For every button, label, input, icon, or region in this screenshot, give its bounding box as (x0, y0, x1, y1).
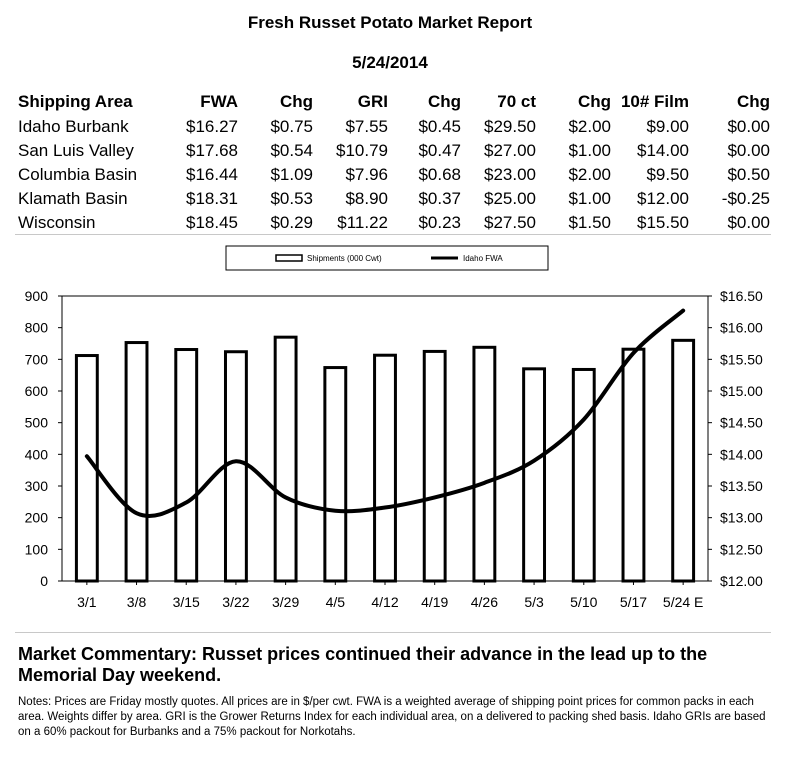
y-left-tick-label: 700 (24, 351, 48, 368)
market-table (18, 89, 770, 235)
column-header: Chg (279, 92, 313, 111)
table-cell: Columbia Basin (18, 165, 138, 184)
shipments-bar (424, 351, 445, 581)
y-right-tick-label: $12.00 (720, 573, 763, 589)
table-cell: $11.22 (337, 213, 388, 232)
shipments-bar (375, 355, 396, 581)
table-cell: $0.00 (727, 117, 770, 136)
x-tick-label: 4/12 (371, 594, 399, 610)
column-header: 10# Film (620, 92, 689, 111)
divider (15, 234, 771, 235)
y-right-tick-label: $15.00 (720, 383, 763, 399)
shipments-bar (275, 337, 296, 581)
table-cell: $27.50 (484, 213, 536, 232)
table-cell: Wisconsin (18, 213, 96, 232)
table-cell: $0.68 (418, 165, 461, 184)
x-tick-label: 5/24 E (662, 594, 704, 610)
shipments-bar (474, 347, 495, 581)
x-tick-label: 4/5 (325, 594, 346, 610)
table-cell: Idaho Burbank (18, 117, 129, 136)
table-cell: $27.00 (484, 141, 536, 160)
table-cell: $0.23 (418, 213, 461, 232)
legend-swatch-shipments (276, 255, 302, 261)
table-cell: $0.00 (727, 141, 770, 160)
y-left-tick-label: 400 (24, 446, 48, 463)
column-header: 70 ct (497, 92, 536, 111)
report-date: 5/24/2014 (352, 53, 428, 72)
table-cell: $9.50 (646, 165, 689, 184)
table-cell: Klamath Basin (18, 189, 128, 208)
y-right-tick-label: $16.50 (720, 288, 763, 304)
table-cell: $0.37 (418, 189, 461, 208)
shipments-bar (225, 352, 246, 581)
shipments-bar (524, 369, 545, 581)
y-right-tick-label: $16.00 (720, 319, 763, 336)
table-cell: $12.00 (637, 189, 689, 208)
x-tick-label: 4/19 (421, 594, 449, 610)
notes: Notes: Prices are Friday mostly quotes. All prices are in $/per cwt. FWA is a weighted average of shipping point prices for common packs in each area. Weights differ by area. GRI is the Grower Returns Index for each individual area, on a delivered to packing shed basis. Idaho GRIs are based on a 60% packout for Burbanks and a 75% packout for Norkotahs. (18, 696, 766, 738)
x-tick-label: 3/8 (126, 594, 147, 610)
column-header: Shipping Area (18, 92, 133, 111)
y-left-tick-label: 800 (24, 319, 48, 336)
market-commentary: Market Commentary: Russet prices continued their advance in the lead up to the Memorial Day weekend. (18, 644, 708, 685)
y-left-tick-label: 900 (24, 288, 48, 304)
x-tick-label: 3/22 (222, 594, 250, 610)
table-cell: $7.55 (345, 117, 388, 136)
table-cell: San Luis Valley (18, 141, 134, 160)
x-tick-label: 3/15 (172, 594, 200, 610)
table-cell: $16.27 (186, 117, 238, 136)
table-cell: $0.00 (727, 213, 770, 232)
table-row (18, 139, 770, 163)
table-header-row (18, 89, 770, 115)
table-cell: $1.00 (568, 141, 611, 160)
table-cell: $0.45 (418, 117, 461, 136)
table-cell: $0.75 (270, 117, 313, 136)
divider (15, 632, 771, 633)
table-cell: $1.09 (270, 165, 313, 184)
legend-label-fwa: Idaho FWA (463, 254, 503, 263)
x-tick-label: 5/10 (570, 594, 598, 610)
y-right-tick-label: $15.50 (720, 351, 763, 368)
table-cell: $1.50 (568, 213, 611, 232)
table-cell: $2.00 (568, 117, 611, 136)
y-left-tick-label: 600 (24, 383, 48, 399)
table-cell: $1.00 (568, 189, 611, 208)
y-right-tick-label: $13.50 (720, 478, 763, 494)
shipments-bar (126, 343, 147, 581)
x-tick-label: 3/29 (271, 594, 300, 610)
shipments-bar (573, 369, 594, 581)
y-left-tick-label: 0 (40, 573, 48, 589)
y-right-tick-label: $12.50 (720, 541, 763, 558)
x-tick-label: 3/1 (77, 594, 97, 610)
table-cell: $18.31 (186, 189, 238, 208)
column-header: Chg (736, 92, 770, 111)
column-header: GRI (357, 92, 388, 111)
table-cell: $0.54 (270, 141, 313, 160)
table-cell: $17.68 (186, 141, 238, 160)
y-left-tick-label: 500 (24, 414, 48, 431)
y-left-tick-label: 300 (24, 478, 48, 494)
table-cell: -$0.25 (721, 189, 770, 208)
shipments-bar (176, 350, 197, 581)
table-row (18, 163, 770, 187)
table-cell: $8.90 (345, 189, 388, 208)
y-left-tick-label: 200 (24, 509, 48, 526)
column-header: Chg (577, 92, 611, 111)
table-cell: $16.44 (186, 165, 238, 184)
y-left-tick-label: 100 (24, 541, 48, 558)
table-row (18, 211, 770, 235)
table-cell: $25.00 (484, 189, 536, 208)
legend-label-shipments: Shipments (000 Cwt) (307, 254, 382, 263)
x-tick-label: 5/17 (619, 594, 648, 610)
report-title: Fresh Russet Potato Market Report (247, 13, 533, 32)
table-cell: $14.00 (637, 141, 689, 160)
y-right-tick-label: $13.00 (720, 509, 763, 526)
table-row (18, 115, 770, 139)
table-cell: $9.00 (646, 117, 689, 136)
table-cell: $7.96 (345, 165, 388, 184)
shipments-bar (325, 368, 346, 581)
table-cell: $2.00 (568, 165, 611, 184)
table-cell: $0.53 (270, 189, 313, 208)
x-tick-label: 5/3 (524, 594, 544, 610)
x-tick-label: 4/26 (470, 594, 499, 610)
table-cell: $10.79 (336, 141, 388, 160)
table-cell: $0.47 (418, 141, 461, 160)
table-cell: $0.50 (727, 165, 770, 184)
table-cell: $23.00 (484, 165, 536, 184)
column-header: Chg (427, 92, 461, 111)
y-right-tick-label: $14.50 (720, 414, 763, 431)
table-cell: $18.45 (186, 213, 238, 232)
shipments-bar (673, 340, 694, 581)
shipments-fwa-chart (0, 240, 800, 625)
table-cell: $15.50 (637, 213, 689, 232)
column-header: FWA (200, 92, 238, 111)
y-right-tick-label: $14.00 (720, 446, 763, 463)
table-cell: $29.50 (484, 117, 536, 136)
table-row (18, 187, 770, 211)
shipments-bar (623, 349, 644, 581)
table-cell: $0.29 (270, 213, 313, 232)
